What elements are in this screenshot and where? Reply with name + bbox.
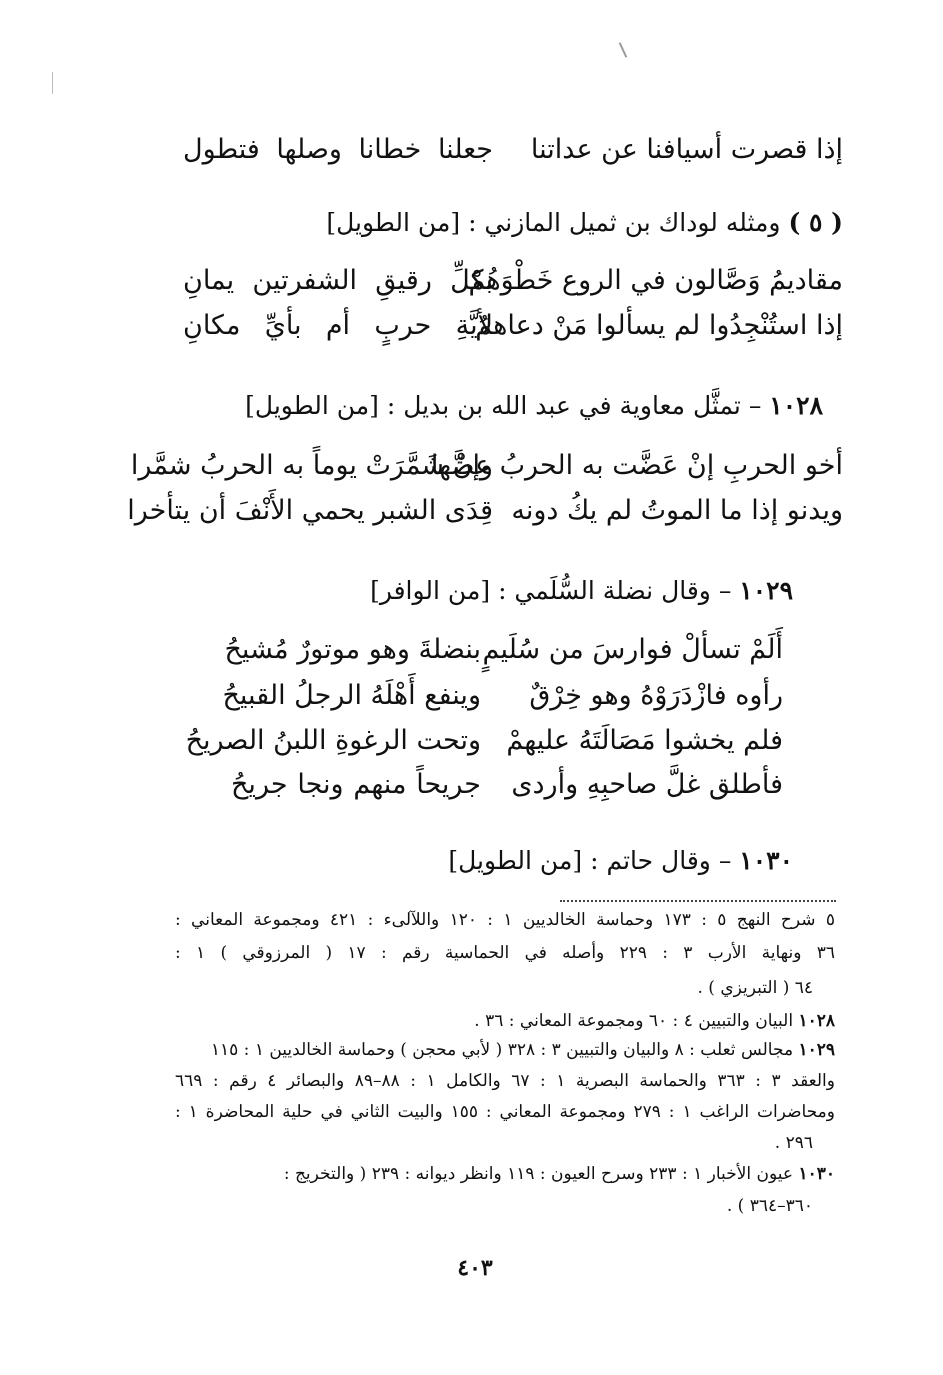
section-heading bbox=[245, 393, 823, 418]
verse-hemistich: بنضلةَ وهو موتورٌ مُشيحُ bbox=[224, 634, 481, 665]
footnote-line: ومحاضرات الراغب ١ : ٢٧٩ ومجموعة المعاني : ١٥٥ والبيت الثاني في حلية المحاضرة ١ : bbox=[175, 1102, 835, 1122]
footnote-line bbox=[474, 1013, 835, 1030]
verse-line bbox=[224, 634, 783, 665]
section-heading bbox=[326, 210, 843, 235]
verse-hemistich: أخو الحربِ إنْ عَضَّت به الحربُ عضَّها bbox=[430, 450, 843, 481]
footnote-separator bbox=[560, 900, 836, 902]
footnote-line bbox=[211, 1042, 835, 1059]
section-number: ١٠٢٩ bbox=[739, 576, 793, 605]
section-number: ١٠٢٨ bbox=[769, 391, 823, 420]
verse-hemistich: ويدنو إذا ما الموتُ لم يكُ دونه bbox=[511, 495, 843, 526]
verse-hemistich: لأيَّةِ حربٍ أم بأيِّ مكانِ bbox=[183, 310, 493, 341]
verse-hemistich: جريحاً منهم ونجا جريحُ bbox=[231, 769, 481, 800]
footnote-line: والعقد ٣ : ٣٦٣ والحماسة البصرية ١ : ٦٧ والكامل ١ : ٨٨–٨٩ والبصائر ٤ رقم : ٦٦٩ bbox=[175, 1071, 835, 1091]
verse-hemistich: فأطلق غلَّ صاحبِهِ وأردى bbox=[511, 769, 783, 800]
verse-hemistich: إذا قصرت أسيافنا عن عداتنا bbox=[530, 134, 843, 165]
section-heading bbox=[370, 578, 793, 603]
verse-line bbox=[231, 771, 783, 798]
footnote-line: ٢٩٦ . bbox=[774, 1133, 813, 1153]
verse-hemistich: مقاديمُ وَصَّالون في الروع خَطْوَهُمْ bbox=[468, 265, 843, 296]
footnote-number: ١٠٢٨ bbox=[798, 1011, 835, 1031]
section-number: ( ٥ ) bbox=[788, 208, 843, 237]
footnote-line: ٣٦ ونهاية الأرب ٣ : ٢٢٩ وأصله في الحماسية رقم : ١٧ ( المرزوقي ) ١ : bbox=[175, 943, 835, 963]
section-heading bbox=[448, 848, 793, 873]
footnote-line bbox=[284, 1166, 835, 1183]
verse-hemistich: بكلِّ رقيقِ الشفرتين يمانِ bbox=[183, 265, 493, 296]
verse-hemistich: وإنْ شَمَّرَتْ يوماً به الحربُ شمَّرا bbox=[130, 450, 493, 481]
verse-line bbox=[183, 267, 843, 294]
section-number: ١٠٣٠ bbox=[739, 846, 793, 875]
verse-hemistich: فلم يخشوا مَصَالَتَهُ عليهمْ bbox=[506, 725, 783, 756]
meter-label: [من الوافر] bbox=[370, 576, 491, 605]
verse-hemistich: قِدَى الشبر يحمي الأَنْفَ أن يتأخرا bbox=[127, 495, 493, 526]
verse-line bbox=[185, 725, 783, 756]
footnote-line: ٣٦٠–٣٦٤ ) . bbox=[726, 1196, 813, 1216]
verse-line bbox=[130, 450, 843, 481]
verse-hemistich: وينفع أَهْلَهُ الرجلُ القبيحُ bbox=[222, 680, 481, 711]
verse-hemistich: إذا استُنْجِدُوا لم يسألوا مَنْ دعاهمُ bbox=[475, 310, 843, 341]
footnote-number: ١٠٣٠ bbox=[798, 1164, 835, 1184]
footnote-line: ٦٤ ( التبريزي ) . bbox=[697, 978, 813, 998]
meter-label: [من الطويل] bbox=[245, 391, 379, 420]
page-number: ٤٠٣ bbox=[457, 1255, 493, 1281]
verse-line bbox=[127, 495, 843, 526]
verse-line bbox=[183, 312, 843, 339]
meter-label: [من الطويل] bbox=[326, 208, 461, 237]
meter-label: [من الطويل] bbox=[448, 846, 583, 875]
verse-hemistich: جعلنا خطانا وصلها فتطول bbox=[183, 134, 493, 165]
scan-speck bbox=[619, 42, 628, 57]
footnote-text: عيون الأخبار ١ : ٢٣٣ وسرح العيون : ١١٩ وانظر ديوانه : ٢٣٩ ( والتخريج : bbox=[283, 1164, 794, 1184]
footnote-number: ١٠٢٩ bbox=[798, 1040, 835, 1060]
verse-hemistich: رأوه فازْدَرَوْهُ وهو خِرْقٌ bbox=[529, 680, 783, 711]
verse-hemistich: وتحت الرغوةِ اللبنُ الصريحُ bbox=[185, 725, 481, 756]
section-title: ومثله لوداك بن ثميل المازني : bbox=[468, 208, 781, 237]
section-title: – وقال نضلة السُّلَمي : bbox=[498, 576, 732, 605]
scan-speck bbox=[52, 72, 53, 94]
section-title: – تمثَّل معاوية في عبد الله بن بديل : bbox=[386, 391, 762, 420]
verse-line bbox=[183, 136, 843, 163]
section-title: – وقال حاتم : bbox=[590, 846, 732, 875]
verse-hemistich: أَلَمْ تسألْ فوارسَ من سُلَيمٍ bbox=[482, 634, 783, 665]
verse-line bbox=[222, 680, 783, 711]
footnote-line: ٥ شرح النهج ٥ : ١٧٣ وحماسة الخالديين ١ : ١٢٠ واللآلىء : ٤٢١ ومجموعة المعاني : bbox=[175, 910, 835, 930]
footnote-text: مجالس ثعلب : ٨ والبيان والتبيين ٣ : ٣٢٨ ( لأبي محجن ) وحماسة الخالديين ١ : ١١٥ bbox=[210, 1040, 794, 1060]
footnote-text: البيان والتبيين ٤ : ٦٠ ومجموعة المعاني : ٣٦ . bbox=[474, 1011, 794, 1031]
